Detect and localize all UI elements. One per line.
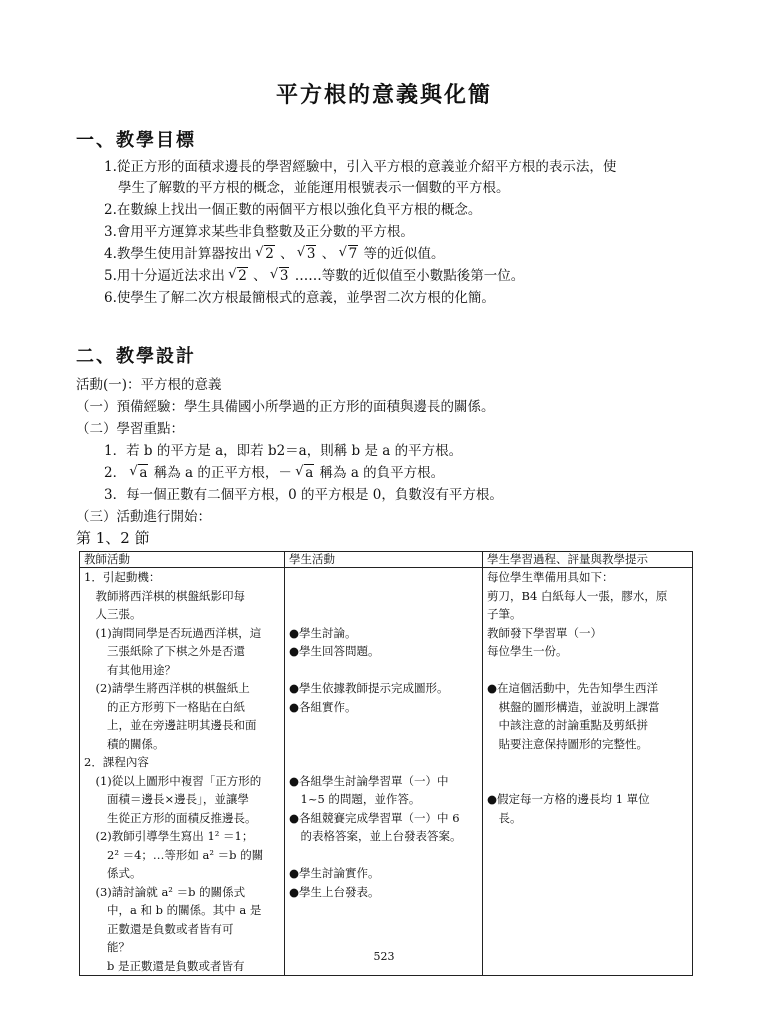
list-item: 生從正方形的面積反推邊長。 (84, 810, 257, 825)
header-notes: 學生學習過程、評量與教學提示 (483, 552, 693, 568)
activity-start: （三）活動進行開始： (76, 509, 211, 525)
list-item: 每位學生準備用具如下： (487, 570, 614, 584)
section-heading-design: 二、教學設計 (76, 346, 196, 367)
list-item (289, 587, 478, 606)
list-item (289, 753, 478, 772)
sqrt-3-symbol: √ 3 (298, 244, 317, 265)
list-item: 貼要注意保持圖形的完整性。 (487, 736, 648, 751)
objective-2: 2.在數線上找出一個正數的兩個平方根以強化負平方根的概念。 (104, 202, 482, 218)
list-item: ●假定每一方格的邊長均 1 單位 (487, 792, 650, 806)
list-item: 積的關係。 (84, 736, 165, 751)
list-item: ●在這個活動中，先告知學生西洋 (487, 681, 659, 695)
list-item: ●學生討論。 (289, 625, 357, 640)
objective-1: 1.從正方形的面積求邊長的學習經驗中，引入平方根的意義並介紹平方根的表示法，使 (104, 159, 617, 175)
list-item: (2)請學生將西洋棋的棋盤紙上 (84, 681, 250, 695)
table-row (80, 568, 693, 976)
sqrt-a-symbol: √ a (296, 463, 314, 484)
sqrt-2-symbol: √ 2 (256, 244, 275, 265)
list-item (289, 735, 478, 754)
sqrt-3-symbol: √ 3 (271, 266, 290, 287)
list-item (289, 605, 478, 624)
objective-1-cont: 學生了解數的平方根的概念，並能運用根號表示一個數的平方根。 (118, 180, 510, 196)
focus-point-2: 2． √ a 稱為 a 的正平方根，－ √ a 稱為 a 的負平方根。 (104, 463, 444, 484)
objective-3: 3.會用平方運算求某些非負整數及正分數的平方根。 (104, 224, 414, 240)
list-item: 中該注意的討論重點及剪紙拼 (487, 718, 648, 732)
list-item: 2．課程內容 (84, 755, 149, 769)
table-header-row (80, 552, 693, 568)
list-item: 子筆。 (487, 607, 522, 621)
list-item: ●學生上台發表。 (289, 884, 380, 899)
section-heading-objectives: 一、教學目標 (76, 130, 196, 151)
sqrt-7-symbol: √ 7 (340, 244, 359, 265)
list-item: 正數還是負數或者皆有可 (84, 921, 234, 936)
list-item: 面積＝邊長×邊長」，並讓學 (84, 792, 249, 806)
list-item: ●學生依據教師提示完成圖形。 (289, 681, 449, 695)
lesson-table (79, 551, 693, 976)
list-item: 上，並在旁邊註明其邊長和面 (84, 718, 257, 732)
activity-title: 活動(一)：平方根的意義 (76, 377, 222, 393)
list-item: 長。 (487, 810, 522, 825)
list-item (289, 661, 478, 680)
learning-focus: （二）學習重點： (76, 421, 184, 437)
teacher-activity-cell (80, 568, 285, 976)
list-item: 人三張。 (84, 607, 142, 621)
list-item: 的表格答案，並上台發表答案。 (289, 829, 462, 843)
list-item: 剪刀，B4 白紙每人一張，膠水，原 (487, 588, 668, 603)
prep-experience: （一）預備經驗：學生具備國小所學過的正方形的面積與邊長的關係。 (76, 399, 495, 415)
list-item: 教師發下學習單（一） (487, 625, 602, 640)
header-teacher-activity: 教師活動 (80, 552, 285, 568)
list-item: 1~5 的問題，並作答。 (289, 792, 421, 806)
notes-cell (483, 568, 693, 976)
list-item: 1．引起動機： (84, 570, 161, 584)
list-item: 教師將西洋棋的棋盤紙影印每 (84, 588, 245, 603)
list-item: ●學生回答問題。 (289, 644, 380, 658)
list-item (289, 716, 478, 735)
student-activity-cell (285, 568, 483, 976)
list-item: (1)從以上圖形中複習「正方形的 (84, 773, 262, 788)
objective-4: 4.教學生使用計算器按出 √ 2 、 √ 3 、 √ 7 等的近似值。 (104, 244, 444, 265)
list-item: ●學生討論實作。 (289, 866, 380, 880)
focus-point-3: 3．每一個正數有二個平方根，0 的平方根是 0，負數沒有平方根。 (104, 487, 503, 503)
list-item: b 是正數還是負數或者皆有 (84, 958, 245, 973)
list-item: 每位學生一份。 (487, 644, 568, 658)
sqrt-a-symbol: √ a (130, 463, 148, 484)
list-item: (1)詢問同學是否玩過西洋棋，這 (84, 625, 262, 640)
list-item (487, 772, 688, 791)
list-item: 棋盤的圖形構造，並說明上課當 (487, 699, 660, 714)
objective-6: 6.使學生了解二次方根最簡根式的意義，並學習二次方根的化簡。 (104, 290, 495, 306)
list-item: 係式。 (84, 866, 142, 880)
page-number: 523 (373, 950, 395, 963)
list-item: ●各組競賽完成學習單（一）中 6 (289, 810, 460, 825)
list-item (289, 568, 478, 587)
header-student-activity: 學生活動 (285, 552, 483, 568)
list-item (487, 661, 688, 680)
sqrt-2-symbol: √ 2 (229, 266, 248, 287)
list-item (487, 753, 688, 772)
list-item: 有其他用途？ (84, 662, 176, 677)
objective-5: 5.用十分逼近法求出 √ 2 、 √ 3 ……等數的近似值至小數點後第一位。 (104, 266, 524, 287)
list-item: 三張紙除了下棋之外是否還 (84, 644, 245, 658)
list-item (289, 846, 478, 865)
list-item: 能？ (84, 940, 130, 954)
list-item: (3)請討論就 a² ＝b 的關係式 (84, 884, 246, 899)
list-item: 中，a 和 b 的關係。其中 a 是 (84, 903, 262, 917)
focus-point-1: 1．若 b 的平方是 a，即若 b2＝a，則稱 b 是 a 的平方根。 (104, 443, 463, 459)
list-item: 2² ＝4；…等形如 a² ＝b 的關 (84, 847, 264, 862)
list-item: ●各組學生討論學習單（一）中 (289, 773, 449, 788)
list-item: (2)教師引導學生寫出 1² ＝1； (84, 829, 254, 843)
list-item: 的正方形剪下一格貼在白紙 (84, 699, 245, 714)
document-title: 平方根的意義與化簡 (275, 82, 492, 108)
list-item: ●各組實作。 (289, 699, 357, 714)
period-label: 第 1、2 節 (76, 529, 150, 547)
